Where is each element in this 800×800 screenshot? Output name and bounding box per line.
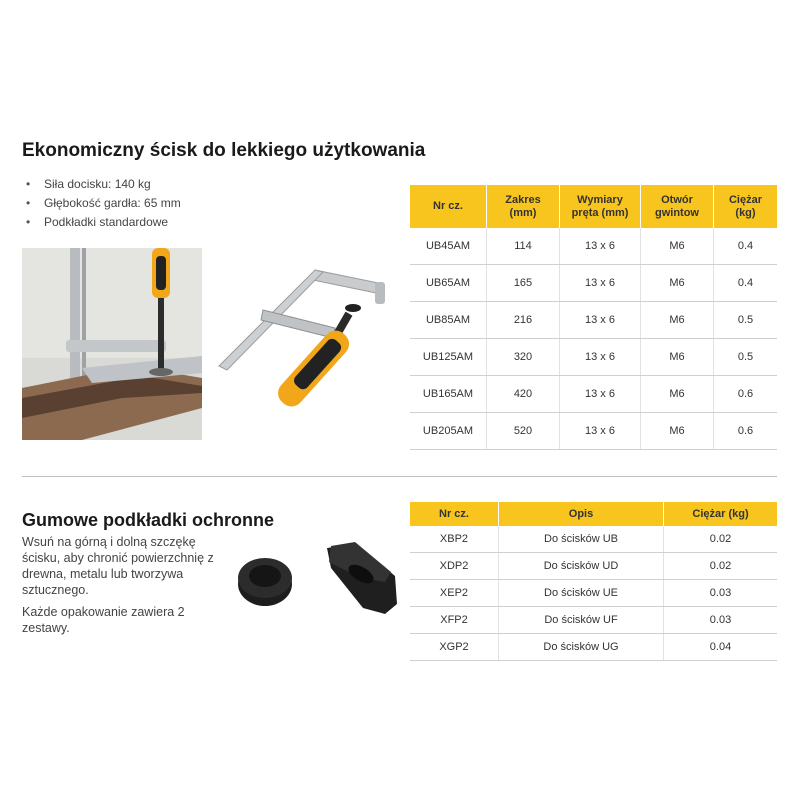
section2-title: Gumowe podkładki ochronne [22, 510, 275, 530]
pads-package-note: Każde opakowanie zawiera 2 zestawy. [22, 605, 185, 635]
col-bar-size: Wymiary pręta (mm) [560, 185, 641, 228]
cell: UB125AM [410, 339, 487, 376]
cell: Do ścisków UG [499, 634, 664, 661]
col-weight: Ciężar (kg) [714, 185, 778, 228]
cell: UB65AM [410, 265, 487, 302]
cell: M6 [641, 228, 714, 265]
cell: 13 x 6 [560, 376, 641, 413]
cell: XGP2 [410, 634, 499, 661]
table-row [410, 376, 777, 413]
cell: 13 x 6 [560, 302, 641, 339]
cell: UB165AM [410, 376, 487, 413]
col-weight: Ciężar (kg) [664, 502, 778, 526]
rubber-pads-image [235, 538, 410, 618]
cell: 114 [487, 228, 560, 265]
bullet-throat-depth: • Głębokość gardła: 65 mm [22, 194, 181, 213]
table-row [410, 339, 777, 376]
cell: M6 [641, 339, 714, 376]
cell: 0.4 [714, 228, 778, 265]
cell: Do ścisków UF [499, 607, 664, 634]
table-row [410, 553, 777, 580]
pads-spec-table [410, 502, 777, 661]
col-thread: Otwór gwintow [641, 185, 714, 228]
table-row [410, 607, 777, 634]
cell: 0.6 [714, 376, 778, 413]
spec-bullets [22, 175, 181, 232]
section1-title: Ekonomiczny ścisk do lekkiego użytkowania [22, 140, 426, 161]
cell: 0.5 [714, 302, 778, 339]
cell: XDP2 [410, 553, 499, 580]
cell: M6 [641, 413, 714, 450]
cell: 0.03 [664, 607, 778, 634]
cell: 0.4 [714, 265, 778, 302]
cell: 320 [487, 339, 560, 376]
cell: M6 [641, 265, 714, 302]
cell: 216 [487, 302, 560, 339]
table-row [410, 526, 777, 553]
clamp-spec-table [410, 185, 777, 450]
pads-description [22, 534, 222, 636]
table-row [410, 265, 777, 302]
col-description: Opis [499, 502, 664, 526]
cell: 0.02 [664, 526, 778, 553]
cell: 0.6 [714, 413, 778, 450]
clamp-in-use-photo [22, 248, 202, 440]
cell: 13 x 6 [560, 228, 641, 265]
cell: 520 [487, 413, 560, 450]
cell: Do ścisków UB [499, 526, 664, 553]
section-divider [22, 476, 777, 477]
cell: 13 x 6 [560, 413, 641, 450]
col-range: Zakres (mm) [487, 185, 560, 228]
table-row [410, 228, 777, 265]
cell: XFP2 [410, 607, 499, 634]
cell: 0.03 [664, 580, 778, 607]
col-part-no: Nr cz. [410, 185, 487, 228]
table-row [410, 634, 777, 661]
cell: Do ścisków UE [499, 580, 664, 607]
clamp-product-image [215, 258, 395, 420]
table-row [410, 302, 777, 339]
cell: 0.5 [714, 339, 778, 376]
cell: 420 [487, 376, 560, 413]
cell: 0.04 [664, 634, 778, 661]
cell: UB45AM [410, 228, 487, 265]
table-row [410, 580, 777, 607]
cell: M6 [641, 376, 714, 413]
cell: 13 x 6 [560, 265, 641, 302]
col-part-no: Nr cz. [410, 502, 499, 526]
cell: 165 [487, 265, 560, 302]
cell: XBP2 [410, 526, 499, 553]
cell: XEP2 [410, 580, 499, 607]
cell: 13 x 6 [560, 339, 641, 376]
pads-description-text: Wsuń na górną i dolną szczękę ścisku, aby chronić powierzchnię z drewna, metalu lub tworzywa sztucznego. [22, 535, 214, 597]
cell: UB205AM [410, 413, 487, 450]
cell: 0.02 [664, 553, 778, 580]
table-row [410, 413, 777, 450]
cell: Do ścisków UD [499, 553, 664, 580]
cell: UB85AM [410, 302, 487, 339]
bullet-pads: • Podkładki standardowe [22, 213, 181, 232]
bullet-clamp-force: • Siła docisku: 140 kg [22, 175, 181, 194]
cell: M6 [641, 302, 714, 339]
